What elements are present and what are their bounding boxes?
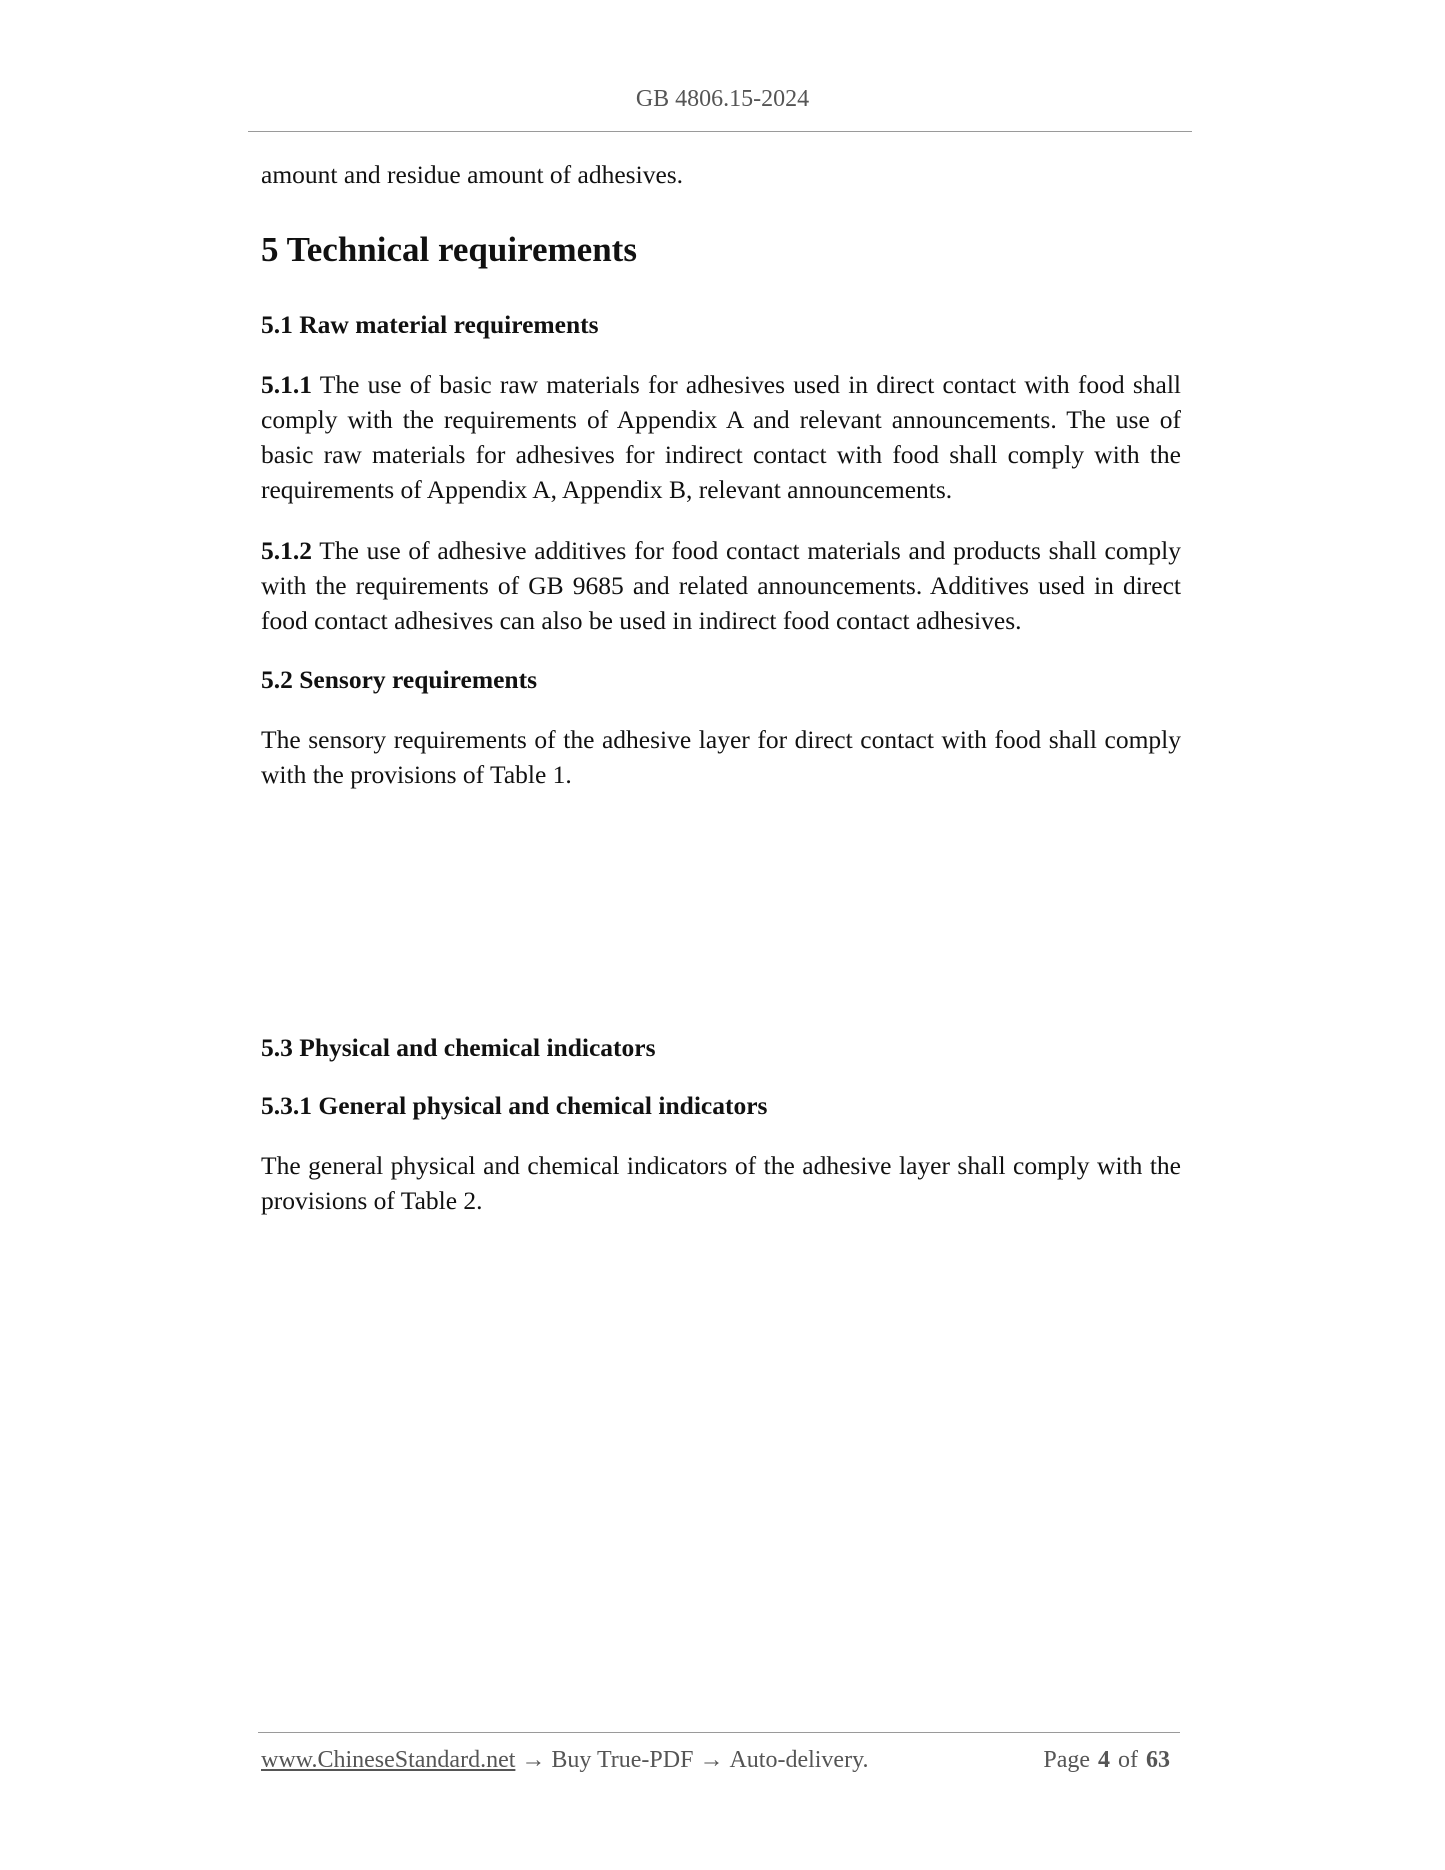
buy-text: Buy True-PDF (551, 1747, 694, 1773)
arrow-right-icon: → (521, 1747, 546, 1773)
header-divider (248, 131, 1192, 132)
clause-number: 5.1.1 (261, 370, 312, 399)
website-link[interactable]: www.ChineseStandard.net (261, 1747, 516, 1773)
section-5-heading: 5 Technical requirements (261, 230, 637, 269)
arrow-right-icon: → (699, 1747, 724, 1773)
page-of: of (1118, 1747, 1138, 1773)
clause-number: 5.1.2 (261, 536, 312, 565)
section-5-3-1-heading: 5.3.1 General physical and chemical indicators (261, 1091, 768, 1120)
page-label: Page (1043, 1747, 1090, 1773)
section-5-1-heading: 5.1 Raw material requirements (261, 310, 599, 339)
clause-5-1-2 (261, 533, 1181, 638)
clause-text: The use of adhesive additives for food contact materials and products shall comply with the requirements of GB 9685 and related announcements. Additives used in direct food contact adhesives can also be used in indirect food contact adhesives. (261, 536, 1182, 635)
page-header-title: GB 4806.15-2024 (635, 86, 810, 112)
page-current: 4 (1098, 1747, 1110, 1773)
delivery-text: Auto-delivery. (729, 1747, 869, 1773)
section-5-2-heading: 5.2 Sensory requirements (261, 665, 538, 694)
document-body (261, 157, 1181, 1218)
table-placeholder-space (261, 792, 1181, 1032)
footer-promo (261, 1747, 869, 1774)
page-indicator (1043, 1747, 1178, 1774)
continuation-text: amount and residue amount of adhesives. (261, 160, 684, 189)
section-5-2-text: The sensory requirements of the adhesive layer for direct contact with food shall comply with the provisions of Table 1. (261, 725, 1181, 789)
section-5-3-1-text: The general physical and chemical indicators of the adhesive layer shall comply with the provisions of Table 2. (261, 1151, 1181, 1215)
section-5-3-heading: 5.3 Physical and chemical indicators (261, 1033, 656, 1062)
clause-5-1-1 (261, 367, 1181, 507)
page-footer (261, 1747, 1178, 1774)
clause-text: The use of basic raw materials for adhesives used in direct contact with food shall comply with the requirements of Appendix A and relevant announcements. The use of basic raw materials for adhesives for indirect contact with food shall comply with the requirements of Appendix A, Appendix B, relevant announcements. (261, 370, 1181, 504)
footer-divider (258, 1732, 1180, 1733)
page-total: 63 (1146, 1747, 1170, 1773)
